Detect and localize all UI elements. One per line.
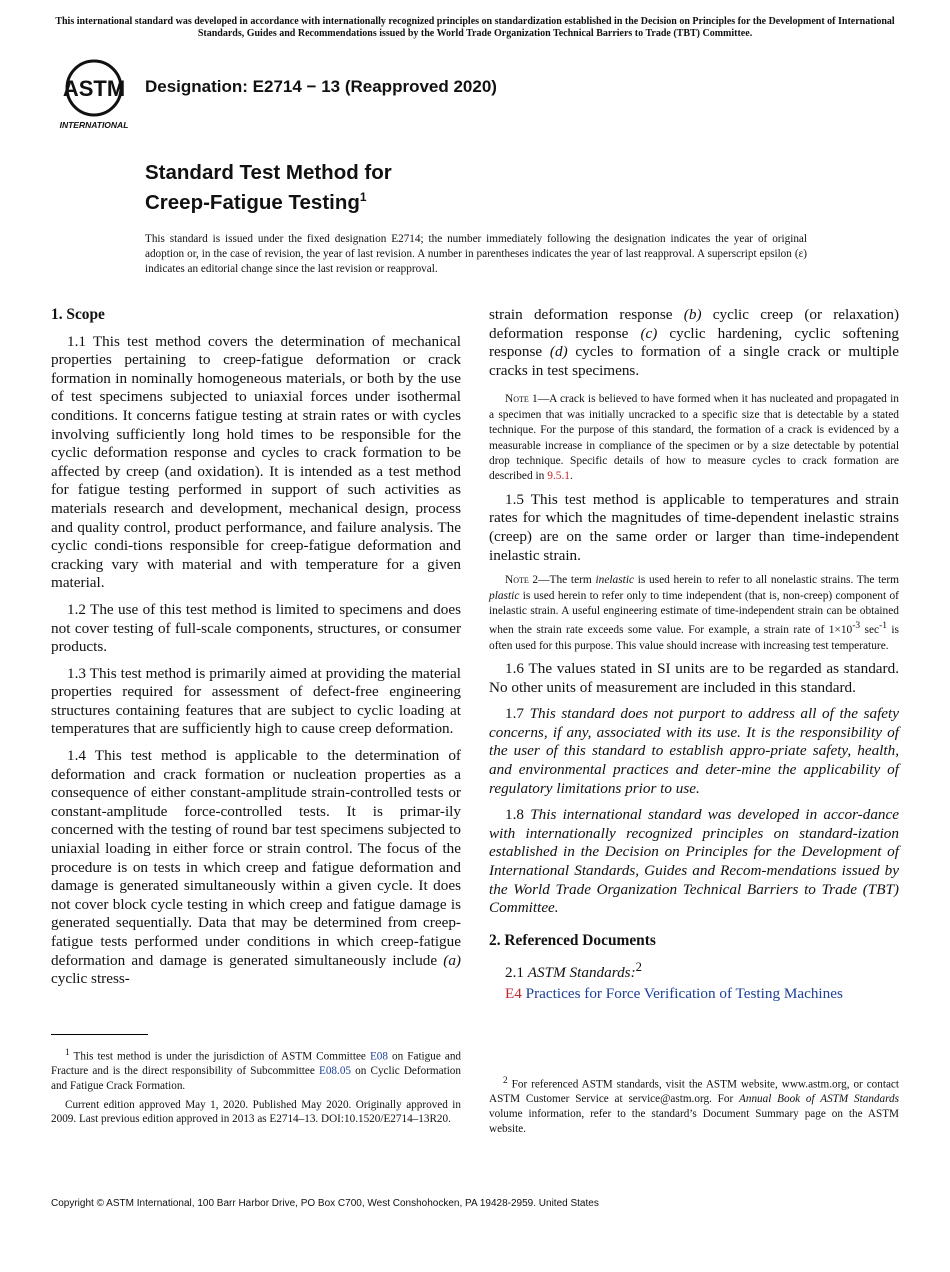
footnote-2-a: For referenced ASTM standards, visit the ASTM website, www.astm.org, or contact ASTM Customer Service at service@astm.org. For (489, 1078, 899, 1106)
section-2-1-number: 2.1 (505, 964, 524, 982)
logo-text: ASTM (62, 76, 126, 101)
footnote-1-a: This test method is under the jurisdiction of ASTM Committee (73, 1050, 366, 1063)
section-1-4-tail: cyclic stress- (51, 970, 130, 988)
footnote-2-b: volume information, refer to the standard’s Document Summary page on the ASTM website. (489, 1107, 899, 1135)
top-notice: This international standard was developed in accordance with internationally recognized principles on standardization established in the Decision on Principles for the Development of International Standards, Guides and Recommendations issued by the World Trade Organization Technical Barriers to Trade (TBT) Committee. (55, 16, 895, 39)
section-1-6: 1.6 The values stated in SI units are to be regarded as standard. No other units of measurement are included in this standard. (489, 660, 899, 696)
right-column (489, 306, 899, 1006)
refdocs-heading: 2. Referenced Documents (489, 931, 656, 949)
title-line-2: Creep-Fatigue Testing (145, 190, 360, 214)
section-1-8-text: This international standard was developed in accor-dance with internationally recognized principles on standard-ization established in the Decision on Principles for the Development of International Standards, Guides and Recom-mendations issued by the World Trade Organization Technical Barriers to Trade (TBT) Committee. (489, 806, 900, 917)
refdocs-list (489, 958, 899, 1003)
item-a: (a) (443, 951, 461, 969)
item-d: (d) (549, 343, 568, 361)
ref-e4-title[interactable]: Practices for Force Verification of Testing Machines (525, 984, 843, 1002)
footnote-2-book: Annual Book of ASTM Standards (739, 1093, 899, 1106)
cont-b2: cyclic creep (or relaxation) deformation response (489, 306, 900, 342)
astm-logo-icon (54, 58, 134, 130)
cont-c2: cyclic hardening, cyclic softening response (489, 324, 900, 361)
item-c: (c) (640, 324, 658, 342)
astm-logo (54, 58, 134, 130)
designation: Designation: E2714 − 13 (Reapproved 2020) (145, 77, 497, 96)
footnote-1-c: on Cyclic Deformation and Fatigue Crack Formation. (51, 1065, 461, 1092)
note-2-a: —The term (538, 574, 592, 587)
note-2 (489, 573, 899, 654)
footnotes-left (51, 1046, 461, 1131)
note-1-label: Note 1 (505, 393, 538, 406)
note-2-e: is often used for this purpose. This value should increase with increasing test temperature. (489, 624, 899, 652)
logo-subtext: INTERNATIONAL (59, 120, 129, 130)
footnotes-right (489, 1074, 899, 1136)
section-1-4-text: 1.4 This test method is applicable to the determination of deformation and crack formation or nucleation properties as a consequence of either constant-amplitude strain-controlled tests or constant-amplitude force-controlled tests. It is primar-ily concerned with the testing of round bar test specimens subjected to uniaxial loading in either force or strain control. The focus of the procedure is on tests in which creep and fatigue deformation and damage is generated simultaneously within a given cycle. It does not cover block cycle testing in which creep and fatigue damage is generated sequentially. Data that may be determined from creep-fatigue tests performed under conditions in which creep-fatigue deformation and damage is generated simultaneously include (51, 747, 461, 969)
section-1-4 (51, 747, 461, 989)
section-2-1 (489, 958, 899, 983)
cont-b1: strain deformation response (489, 306, 673, 323)
ref-e4-code[interactable]: E4 (505, 984, 522, 1002)
section-1-8 (489, 806, 899, 918)
title-line-1: Standard Test Method for (145, 161, 392, 184)
note-2-label: Note 2 (505, 574, 539, 587)
section-1-1: 1.1 This test method covers the determination of mechanical properties pertaining to creep-fatigue deformation or crack formation in nominally homogeneous materials, or both by the use of test specimens subjected to uniaxial forces under isothermal conditions. It concerns fatigue testing at strain rates or with cycles involving sufficiently long hold times to be responsible for the cyclic deformation response and cycles to crack formation to be affected by creep (and oxidation). It is intended as a test method for fatigue testing performed in support of such activities as materials research and development, mechanical design, process and quality control, product performance, and failure analysis. The cyclic condi-tions responsible for creep-fatigue deformation and cracking vary with material and with temperature for a given material. (51, 332, 461, 592)
footnote-1 (51, 1046, 461, 1094)
section-1-7-number: 1.7 (505, 705, 524, 723)
footnote-1-e0805-link[interactable]: E08.05 (319, 1065, 352, 1078)
note-2-exp1: -3 (852, 621, 861, 632)
note-2-b: is used herein to refer to all nonelastic strains. The term (637, 574, 899, 587)
left-column (51, 306, 461, 997)
section-2-1-text: ASTM Standards: (527, 964, 636, 982)
note-2-exp2: -1 (879, 621, 887, 632)
footnote-1-b: on Fatigue and Fracture and is the direct responsibility of Subcommittee (51, 1050, 462, 1078)
page-title (145, 160, 392, 215)
section-1-4-continued (489, 306, 899, 380)
section-1-7-text: This standard does not purport to address all of the safety concerns, if any, associated with its use. It is the responsibility of the user of this standard to establish appro-priate safety, health, and environmental practices and deter-mine the applicability of regulatory limitations prior to use. (489, 705, 900, 797)
note-1-link[interactable]: 9.5.1 (547, 470, 570, 483)
item-b: (b) (683, 306, 702, 323)
note-2-inelastic: inelastic (595, 574, 635, 587)
section-1-3: 1.3 This test method is primarily aimed at providing the material properties required for assessment of defect-free engineering structures containing features that are subject to cyclic loading at temperatures that are sufficiently high to cause creep deformation. (51, 664, 461, 738)
copyright-line: Copyright © ASTM International, 100 Barr Harbor Drive, PO Box C700, West Conshohocken, PA 19428-2959. United States (51, 1198, 599, 1209)
section-1-5: 1.5 This test method is applicable to temperatures and strain rates for which the magnitudes of time-dependent inelastic strains (creep) are on the same order or larger than time-independent inelastic strain. (489, 490, 899, 564)
footnote-1-marker: 1 (65, 1048, 70, 1058)
note-2-plastic: plastic (489, 589, 520, 602)
scope-heading: 1. Scope (51, 306, 105, 323)
standard-notice: This standard is issued under the fixed designation E2714; the number immediately following the designation indicates the year of original adoption or, in the case of revision, the year of last revision. A number in parentheses indicates the year of last reapproval. A superscript epsilon (ε) indicates an editorial change since the last revision or reapproval. (145, 233, 807, 275)
section-1-2: 1.2 The use of this test method is limited to specimens and does not cover testing of full-scale components, structures, or consumer products. (51, 600, 461, 656)
title-footnote-ref[interactable]: 1 (359, 190, 367, 204)
footnote-1-edition: Current edition approved May 1, 2020. Published May 2020. Originally approved in 2009. Last previous edition approved in 2013 as E2714–13. DOI:10.1520/E2714–13R20. (51, 1098, 461, 1126)
cont-d2: cycles to formation of a single crack or multiple cracks in test specimens. (489, 343, 899, 379)
footnote-1-e08-link[interactable]: E08 (369, 1050, 388, 1063)
section-1-7 (489, 705, 899, 798)
footnote-2-marker: 2 (503, 1076, 508, 1086)
note-2-c: is used herein to refer only to time independent (that is, non-creep) component of inelastic strain. A useful engineering estimate of time-independent strain can be obtained when the strain rate exceeds some value. For example, a strain rate of 1×10 (489, 589, 899, 637)
note-1-text: —A crack is believed to have formed when it has nucleated and propagated in a specimen that was initially uncracked to a specific size that is detectable by a stated technique. For the purpose of this standard, the formation of a crack is evidenced by a measurable increase in compliance of the specimen or by a size detectable by potential drop technique. Specific details of how to measure cycles to crack formation are described in (489, 393, 899, 483)
footnote-2 (489, 1074, 899, 1136)
footnote-2-ref[interactable]: 2 (635, 960, 642, 975)
footnote-divider (51, 1034, 148, 1035)
note-2-d: sec (860, 624, 880, 637)
section-1-8-number: 1.8 (505, 806, 524, 824)
note-1: Note 1—A crack is believed to have formed when it has nucleated and propagated in a specimen that was initially uncracked to a specific size that is detectable by a stated technique. For the purpose of this standard, the formation of a crack is evidenced by a measurable increase in compliance of the specimen or by a size detectable by potential drop technique. Specific details of how to measure cycles to crack formation are described in 9.5.1. (489, 393, 899, 483)
ref-e4[interactable] (489, 985, 899, 1004)
